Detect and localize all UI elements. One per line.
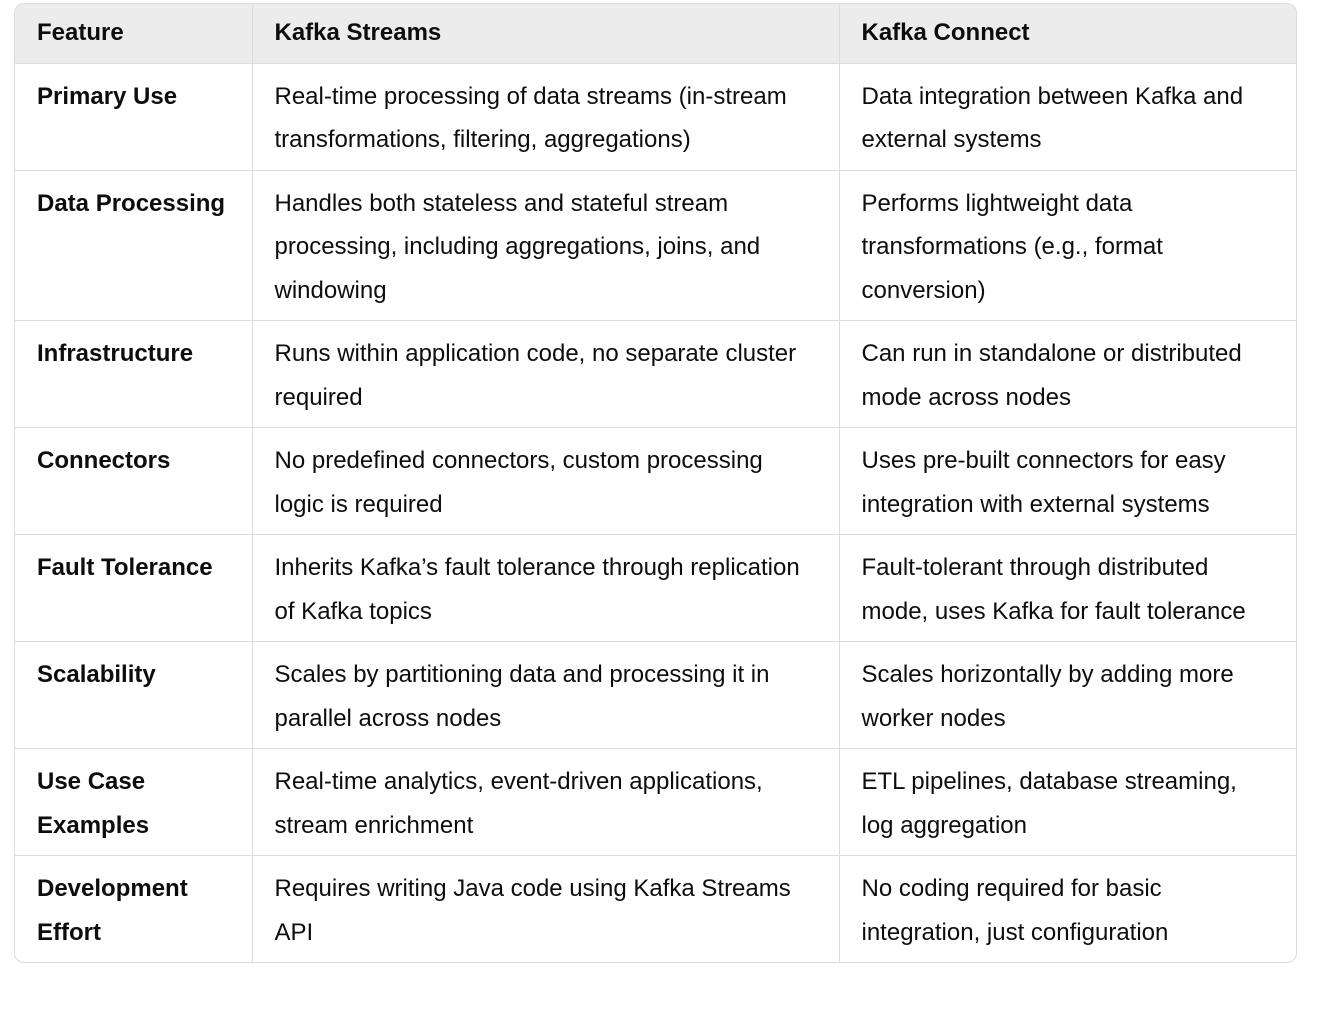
kafka-streams-cell: Requires writing Java code using Kafka Streams API: [252, 856, 839, 963]
table-row: [15, 642, 1296, 749]
table-row: [15, 749, 1296, 856]
feature-cell: Infrastructure: [15, 321, 252, 428]
kafka-streams-cell: Scales by partitioning data and processing it in parallel across nodes: [252, 642, 839, 749]
kafka-connect-cell: No coding required for basic integration, just configuration: [839, 856, 1296, 963]
feature-cell: Fault Tolerance: [15, 535, 252, 642]
kafka-connect-cell: Can run in standalone or distributed mode across nodes: [839, 321, 1296, 428]
table-row: [15, 321, 1296, 428]
feature-cell: Development Effort: [37, 875, 188, 946]
kafka-streams-cell: No predefined connectors, custom processing logic is required: [252, 428, 839, 535]
kafka-connect-cell: ETL pipelines, database streaming, log aggregation: [839, 749, 1296, 856]
table-row: [15, 535, 1296, 642]
feature-cell: Connectors: [15, 428, 252, 535]
kafka-streams-cell: Handles both stateless and stateful stream processing, including aggregations, joins, and windowing: [252, 170, 839, 321]
kafka-streams-cell: Real-time analytics, event-driven applications, stream enrichment: [252, 749, 839, 856]
table-row: [15, 170, 1296, 321]
header-feature: Feature: [15, 4, 252, 63]
kafka-connect-cell: Data integration between Kafka and external systems: [839, 63, 1296, 170]
table-row: [15, 856, 1296, 963]
table-row: [15, 63, 1296, 170]
kafka-connect-cell: Uses pre-built connectors for easy integration with external systems: [839, 428, 1296, 535]
kafka-streams-cell: Inherits Kafka’s fault tolerance through replication of Kafka topics: [252, 535, 839, 642]
kafka-streams-cell: Real-time processing of data streams (in-stream transformations, filtering, aggregations): [252, 63, 839, 170]
feature-cell: Use Case Examples: [15, 749, 252, 856]
kafka-connect-cell: Performs lightweight data transformations (e.g., format conversion): [839, 170, 1296, 321]
kafka-connect-cell: Scales horizontally by adding more worker nodes: [839, 642, 1296, 749]
header-row: [15, 4, 1296, 63]
header-kafka-connect: Kafka Connect: [839, 4, 1296, 63]
feature-cell: Primary Use: [15, 63, 252, 170]
comparison-table: [15, 4, 1296, 962]
table-body: [15, 63, 1296, 962]
feature-cell: Data Processing: [15, 170, 252, 321]
kafka-streams-cell: Runs within application code, no separate cluster required: [252, 321, 839, 428]
table-header: [15, 4, 1296, 63]
header-kafka-streams: Kafka Streams: [252, 4, 839, 63]
kafka-connect-cell: Fault-tolerant through distributed mode, uses Kafka for fault tolerance: [839, 535, 1296, 642]
comparison-table-container: [14, 3, 1297, 963]
table-row: [15, 428, 1296, 535]
feature-cell: Scalability: [15, 642, 252, 749]
